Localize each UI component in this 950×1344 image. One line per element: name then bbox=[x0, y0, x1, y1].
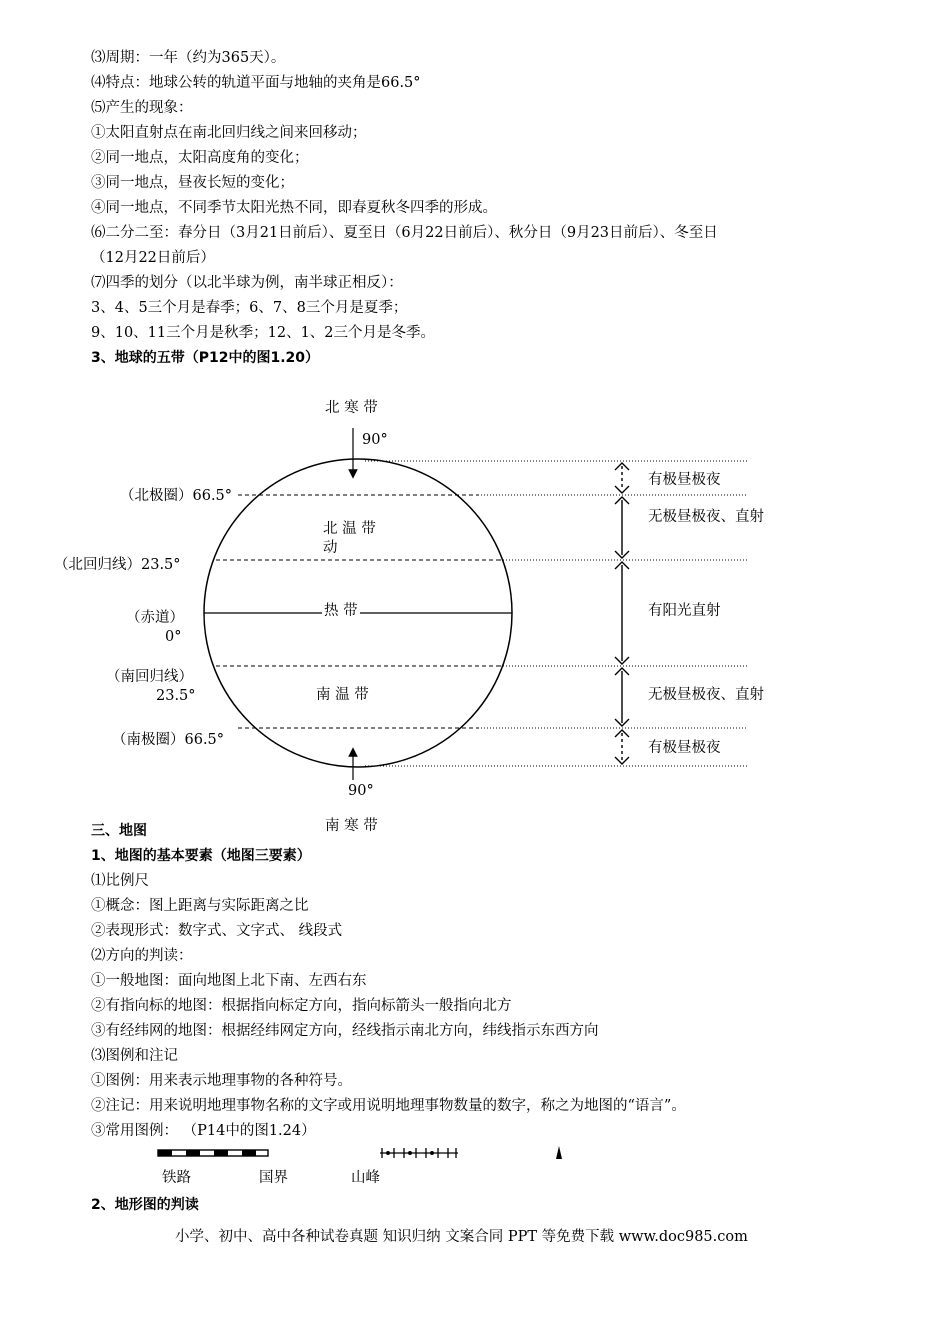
map-section-heading: 三、地图 bbox=[91, 823, 147, 839]
direction-item: ①一般地图：面向地图上北下南、左西右东 bbox=[91, 973, 367, 989]
tropic-cancer-label: （北回归线）23.5° bbox=[54, 557, 181, 573]
terrain-map-heading: 2、地形图的判读 bbox=[91, 1197, 199, 1213]
railway-label: 铁路 bbox=[162, 1170, 191, 1186]
direction-title: ⑵方向的判读： bbox=[91, 948, 193, 964]
solstices-line-2: （12月22日前后） bbox=[91, 250, 215, 266]
right-label-polar-day: 有极昼极夜 bbox=[648, 472, 721, 488]
phenomenon-item: ②同一地点，太阳高度角的变化； bbox=[91, 150, 309, 166]
border-symbol bbox=[380, 1148, 458, 1158]
zone-span-arrows bbox=[615, 463, 629, 764]
border-label: 国界 bbox=[259, 1170, 288, 1186]
tropic-capricorn-degree: 23.5° bbox=[156, 688, 196, 704]
map-symbols bbox=[0, 1144, 950, 1164]
mountain-peak-symbol bbox=[556, 1146, 562, 1159]
north-frigid-zone-label: 北 寒 带 bbox=[325, 400, 378, 416]
seasons-title: ⑺四季的划分（以北半球为例，南半球正相反）： bbox=[91, 275, 403, 291]
phenomenon-item: ④同一地点，不同季节太阳光热不同，即春夏秋冬四季的形成。 bbox=[91, 200, 497, 216]
page-footer: 小学、初中、高中各种试卷真题 知识归纳 文案合同 PPT 等免费下载 www.doc985.com bbox=[175, 1229, 748, 1245]
south-sun-angle-label: 90° bbox=[348, 783, 374, 799]
scale-title: ⑴比例尺 bbox=[91, 873, 149, 889]
right-label-polar-day: 有极昼极夜 bbox=[648, 740, 721, 756]
phenomenon-item: ③同一地点，昼夜长短的变化； bbox=[91, 175, 294, 191]
scale-concept: ①概念：图上距离与实际距离之比 bbox=[91, 898, 309, 914]
map-elements-heading: 1、地图的基本要素（地图三要素） bbox=[91, 848, 311, 864]
south-frigid-zone-label: 南 寒 带 bbox=[325, 818, 378, 834]
peak-label: 山峰 bbox=[351, 1170, 380, 1186]
five-zones-heading: 3、地球的五带（P12中的图1.20） bbox=[91, 350, 320, 366]
equator-degree: 0° bbox=[165, 629, 182, 645]
torrid-zone-label: 热 带 bbox=[324, 603, 358, 619]
north-sun-angle-label: 90° bbox=[362, 432, 388, 448]
direction-item: ③有经纬网的地图：根据经纬网定方向，经线指示南北方向，纬线指示东西方向 bbox=[91, 1023, 599, 1039]
right-label-no-polar-day: 无极昼极夜、直射 bbox=[648, 687, 764, 703]
scale-forms: ②表现形式：数字式、文字式、 线段式 bbox=[91, 923, 343, 939]
right-label-no-polar-day: 无极昼极夜、直射 bbox=[648, 509, 764, 525]
seasons-line-1: 3、4、5三个月是春季；6、7、8三个月是夏季； bbox=[91, 300, 408, 316]
solstices-line-1: ⑹二分二至：春分日（3月21日前后）、夏至日（6月22日前后）、秋分日（9月23日前后）、冬至日 bbox=[91, 225, 718, 241]
antarctic-circle-label: （南极圈）66.5° bbox=[112, 732, 225, 748]
phenomenon-item: ①太阳直射点在南北回归线之间来回移动； bbox=[91, 125, 367, 141]
legend-title: ⑶图例和注记 bbox=[91, 1048, 178, 1064]
stray-char: 动 bbox=[323, 540, 338, 556]
tropic-capricorn-label: （南回归线） bbox=[106, 669, 193, 685]
north-temperate-zone-label: 北 温 带 bbox=[323, 521, 376, 537]
south-temperate-zone-label: 南 温 带 bbox=[316, 687, 369, 703]
period-line: ⑶周期：一年（约为365天）。 bbox=[91, 50, 286, 66]
direction-item: ②有指向标的地图：根据指向标定方向，指向标箭头一般指向北方 bbox=[91, 998, 512, 1014]
legend-item: ①图例：用来表示地理事物的各种符号。 bbox=[91, 1073, 352, 1089]
arctic-circle-label: （北极圈）66.5° bbox=[120, 488, 233, 504]
right-label-direct-sun: 有阳光直射 bbox=[648, 603, 721, 619]
feature-line: ⑷特点：地球公转的轨道平面与地轴的夹角是66.5° bbox=[91, 75, 421, 91]
equator-label: （赤道） bbox=[126, 610, 184, 626]
seasons-line-2: 9、10、11三个月是秋季；12、1、2三个月是冬季。 bbox=[91, 325, 436, 341]
legend-item: ②注记：用来说明地理事物名称的文字或用说明地理事物数量的数字，称之为地图的“语言”。 bbox=[91, 1098, 686, 1114]
legend-item: ③常用图例： （P14中的图1.24） bbox=[91, 1123, 316, 1139]
railway-symbol bbox=[158, 1150, 268, 1156]
phenomena-title: ⑸产生的现象： bbox=[91, 100, 193, 116]
